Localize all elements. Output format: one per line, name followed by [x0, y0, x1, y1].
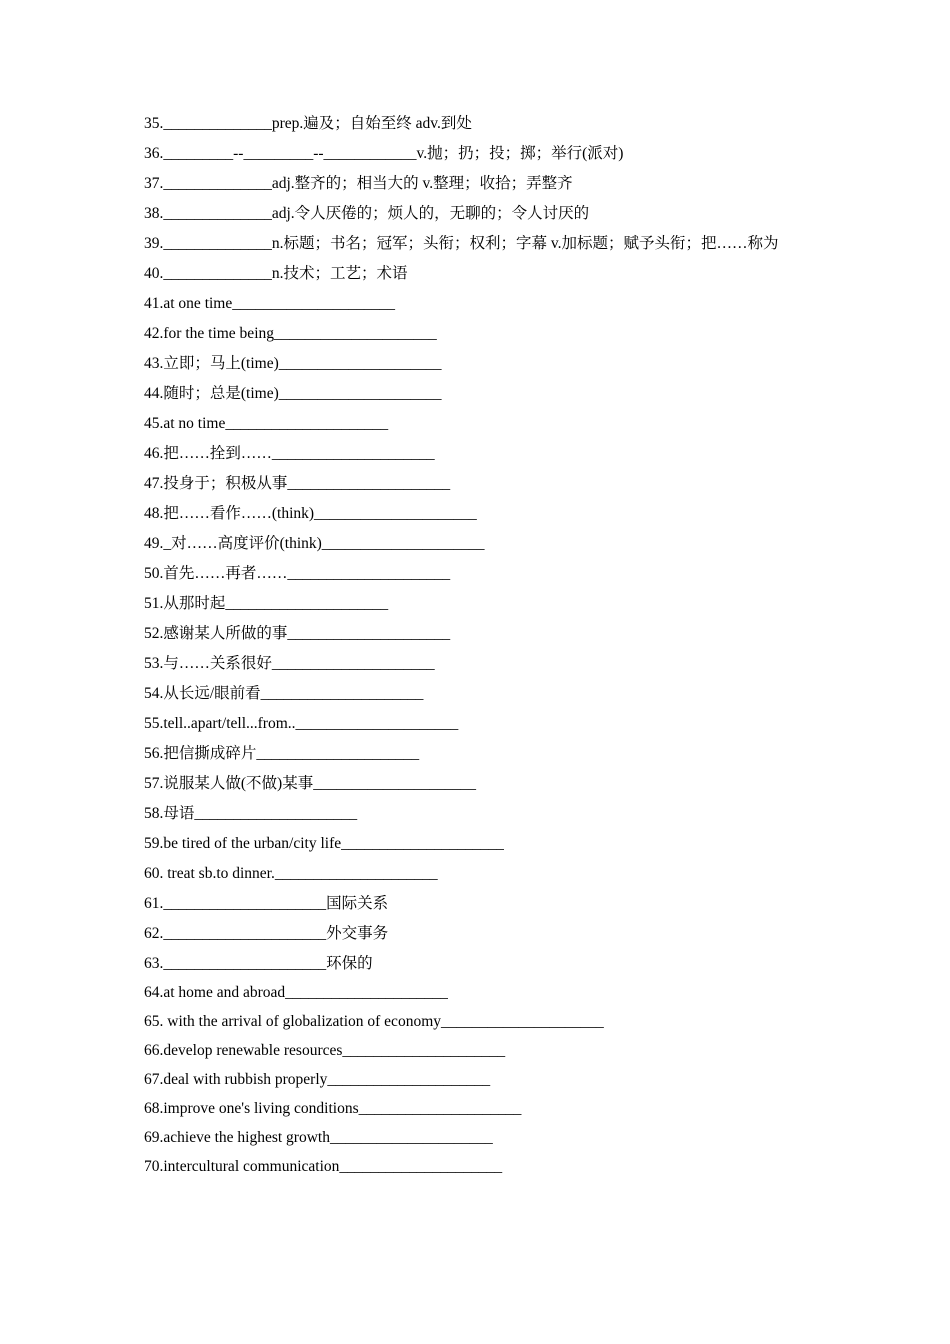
item-62: 62._____________________外交事务 [144, 925, 389, 942]
item-39: 39.______________n.标题；书名；冠军；头衔；权利；字幕 v.加标题；赋予头衔；把……称为 [144, 235, 779, 252]
item-51: 51.从那时起_____________________ [144, 595, 389, 612]
item-42: 42.for the time being_____________________ [144, 325, 437, 342]
item-48: 48.把……看作……(think)_____________________ [144, 505, 477, 522]
item-41: 41.at one time_____________________ [144, 295, 395, 312]
item-43: 43.立即；马上(time)_____________________ [144, 355, 442, 372]
item-37: 37.______________adj.整齐的；相当大的 v.整理；收拾；弄整齐 [144, 175, 573, 192]
item-63: 63._____________________环保的 [144, 955, 373, 972]
item-44: 44.随时；总是(time)_____________________ [144, 385, 442, 402]
item-36: 36._________--_________--____________v.抛；扔；投；掷；举行(派对) [144, 145, 624, 162]
item-64: 64.at home and abroad_____________________ [144, 984, 448, 1001]
item-66: 66.develop renewable resources_____________________ [144, 1042, 506, 1059]
item-67: 67.deal with rubbish properly_____________________ [144, 1071, 491, 1088]
item-35: 35.______________prep.遍及；自始至终 adv.到处 [144, 115, 472, 132]
item-69: 69.achieve the highest growth_____________________ [144, 1129, 493, 1146]
item-60: 60. treat sb.to dinner._____________________ [144, 865, 438, 882]
item-54: 54.从长远/眼前看_____________________ [144, 685, 424, 702]
item-61: 61._____________________国际关系 [144, 895, 389, 912]
worksheet-content [144, 114, 804, 1186]
item-50: 50.首先……再者……_____________________ [144, 565, 451, 582]
item-53: 53.与……关系很好_____________________ [144, 655, 435, 672]
item-56: 56.把信撕成碎片_____________________ [144, 745, 420, 762]
item-45: 45.at no time_____________________ [144, 415, 389, 432]
item-38: 38.______________adj.令人厌倦的；烦人的，无聊的；令人讨厌的 [144, 205, 590, 222]
item-65: 65. with the arrival of globalization of economy_____________________ [144, 1013, 604, 1030]
item-55: 55.tell..apart/tell...from.._____________________ [144, 715, 459, 732]
item-47: 47.投身于；积极从事_____________________ [144, 475, 451, 492]
item-40: 40.______________n.技术；工艺；术语 [144, 265, 408, 282]
item-52: 52.感谢某人所做的事_____________________ [144, 625, 451, 642]
item-59: 59.be tired of the urban/city life_____________________ [144, 835, 504, 852]
item-46: 46.把……拴到……_____________________ [144, 445, 435, 462]
item-58: 58.母语_____________________ [144, 805, 358, 822]
item-70: 70.intercultural communication_____________________ [144, 1158, 503, 1175]
item-49: 49._对……高度评价(think)_____________________ [144, 535, 485, 552]
item-57: 57.说服某人做(不做)某事_____________________ [144, 775, 476, 792]
item-68: 68.improve one's living conditions_____________________ [144, 1100, 522, 1117]
